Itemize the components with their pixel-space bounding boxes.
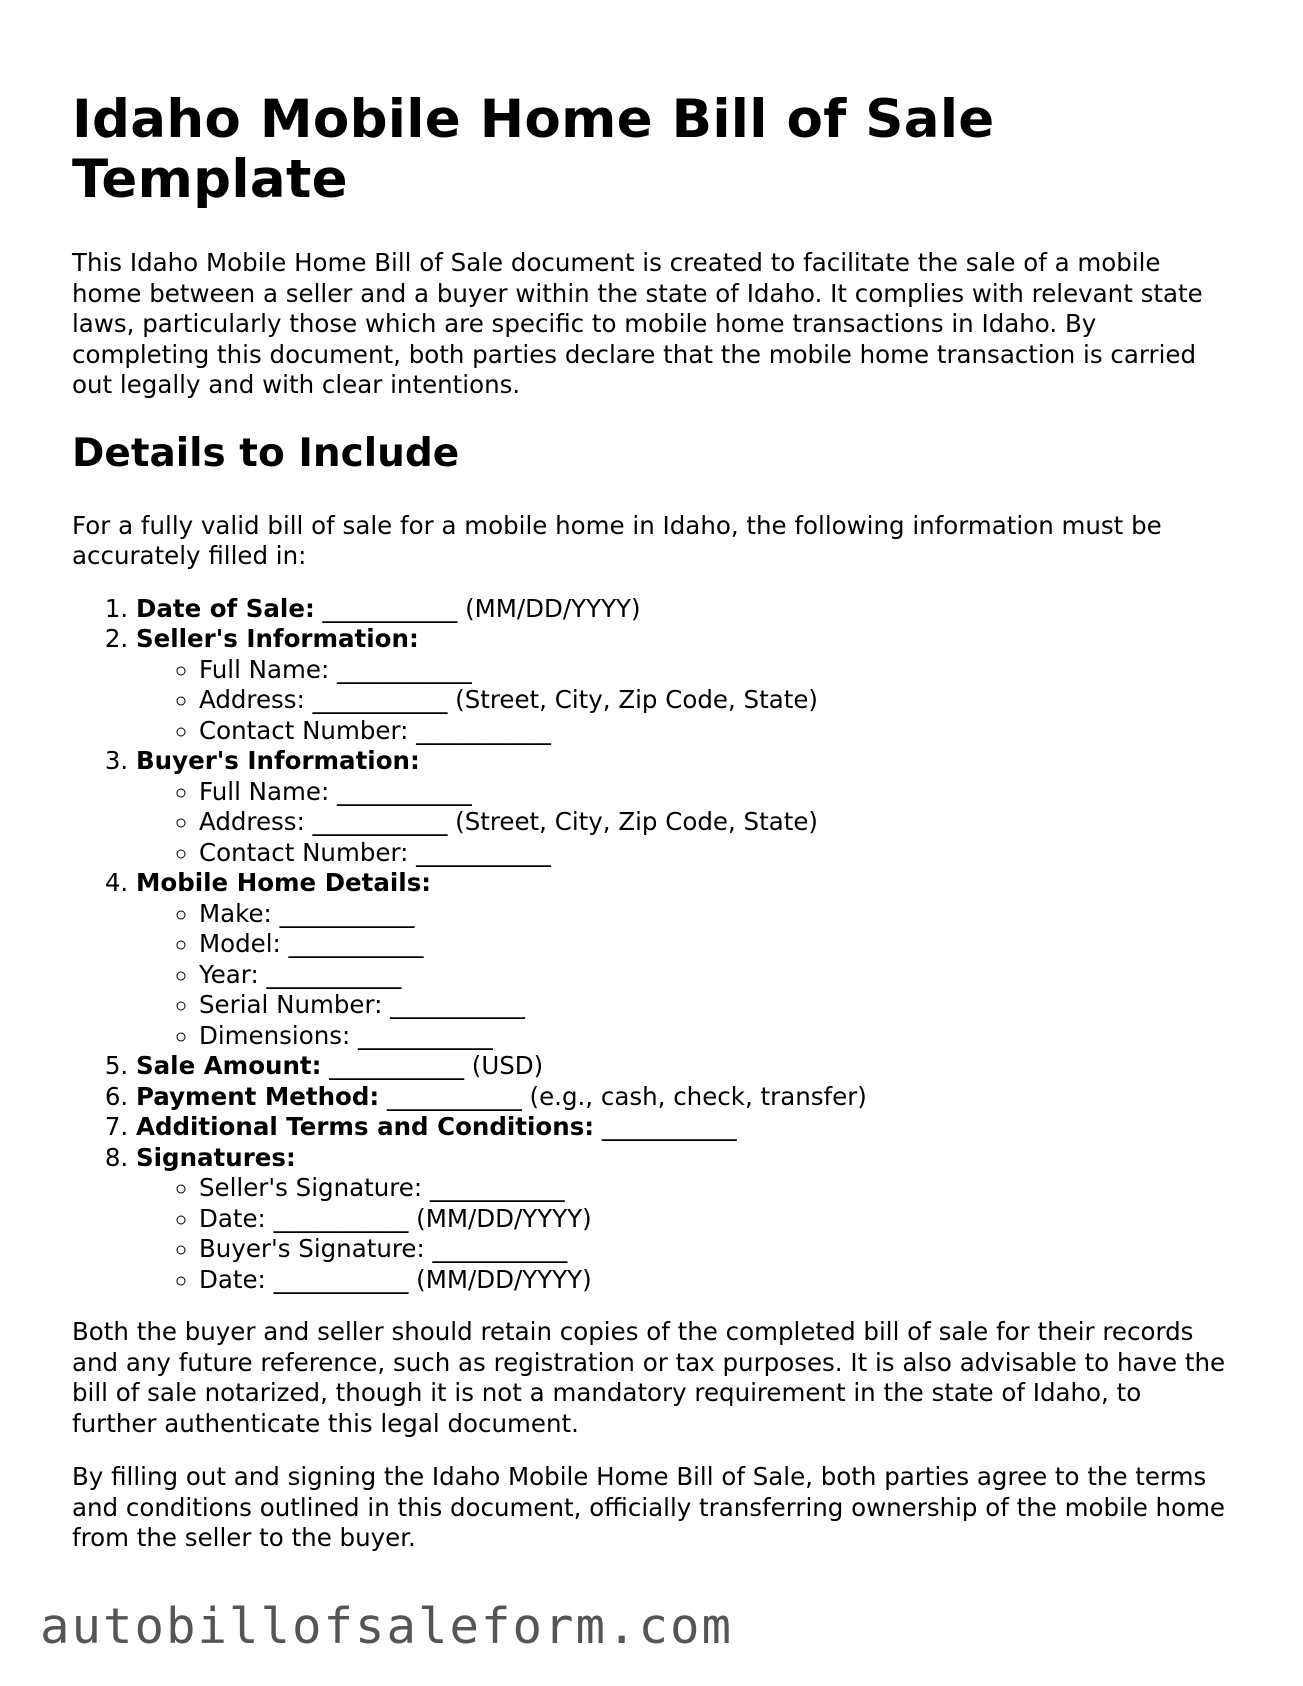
item-label: Sale Amount: [136, 1051, 322, 1080]
sub-item: ◦ Date: ___________ (MM/DD/YYYY) [199, 1265, 1232, 1296]
section-heading: Details to Include [72, 430, 460, 476]
list-item-mobile-home-details [136, 868, 1232, 1051]
sub-item: ◦ Dimensions: ___________ [199, 1021, 1232, 1052]
item-label: Additional Terms and Conditions: [136, 1112, 595, 1141]
seller-sublist [136, 655, 1232, 747]
watermark: autobillofsaleform.com [40, 1598, 734, 1655]
sub-item: ◦ Year: ___________ [199, 960, 1232, 991]
final-paragraph: By filling out and signing the Idaho Mobile Home Bill of Sale, both parties agree to the terms and conditions outlined in this document, officially transferring ownership of the mobile home from the seller to the buyer. [72, 1462, 1226, 1552]
sub-item: ◦ Buyer's Signature: ___________ [199, 1234, 1232, 1265]
signatures-sublist [136, 1173, 1232, 1295]
sub-item: ◦ Full Name: ___________ [199, 777, 1232, 808]
list-item-signatures [136, 1143, 1232, 1296]
sub-item: ◦ Date: ___________ (MM/DD/YYYY) [199, 1204, 1232, 1235]
intro-paragraph: This Idaho Mobile Home Bill of Sale document is created to facilitate the sale of a mobile home between a seller and a buyer within the state of Idaho. It complies with relevant state laws, particularly those which are specific to mobile home transactions in Idaho. By completing this document, both parties declare that the mobile home transaction is carried out legally and with clear intentions. [72, 248, 1203, 399]
item-label: Signatures: [136, 1142, 296, 1172]
list-item-date-of-sale [136, 594, 1232, 625]
details-list [72, 594, 1232, 1296]
document-page [72, 90, 1232, 1554]
sub-item: ◦ Make: ___________ [199, 899, 1232, 930]
sub-item: ◦ Seller's Signature: ___________ [199, 1173, 1232, 1204]
list-item-additional-terms [136, 1112, 1232, 1143]
lead-paragraph: For a fully valid bill of sale for a mobile home in Idaho, the following information must be accurately filled in: [72, 510, 1162, 570]
sub-item: ◦ Contact Number: ___________ [199, 838, 1232, 869]
item-label: Seller's Information: [136, 624, 419, 653]
document-title: Idaho Mobile Home Bill of Sale Template [72, 89, 995, 210]
item-label: Date of Sale: [136, 593, 315, 623]
buyer-sublist [136, 777, 1232, 869]
list-item-sale-amount [136, 1051, 1232, 1082]
home-sublist [136, 899, 1232, 1052]
item-value: ___________ [594, 1112, 737, 1141]
copies-paragraph: Both the buyer and seller should retain copies of the completed bill of sale for their records and any future reference, such as registration or tax purposes. It is also advisable to have the bill of sale notarized, though it is not a mandatory requirement in the state of Idaho, to further authenticate this legal document. [72, 1317, 1226, 1438]
sub-item: ◦ Serial Number: ___________ [199, 990, 1232, 1021]
list-item-payment-method [136, 1082, 1232, 1113]
item-label: Buyer's Information: [136, 746, 420, 775]
list-item-buyer-information [136, 746, 1232, 868]
item-label: Payment Method: [136, 1081, 380, 1111]
sub-item: ◦ Address: ___________ (Street, City, Zip Code, State) [199, 807, 1232, 838]
list-item-seller-information [136, 624, 1232, 746]
sub-item: ◦ Model: ___________ [199, 929, 1232, 960]
sub-item: ◦ Contact Number: ___________ [199, 716, 1232, 747]
sub-item: ◦ Full Name: ___________ [199, 655, 1232, 686]
item-value: ___________ (USD) [321, 1051, 544, 1080]
item-value: ___________ (MM/DD/YYYY) [314, 593, 641, 623]
item-label: Mobile Home Details: [136, 868, 432, 897]
sub-item: ◦ Address: ___________ (Street, City, Zip Code, State) [199, 685, 1232, 716]
item-value: ___________ (e.g., cash, check, transfer) [379, 1081, 867, 1111]
